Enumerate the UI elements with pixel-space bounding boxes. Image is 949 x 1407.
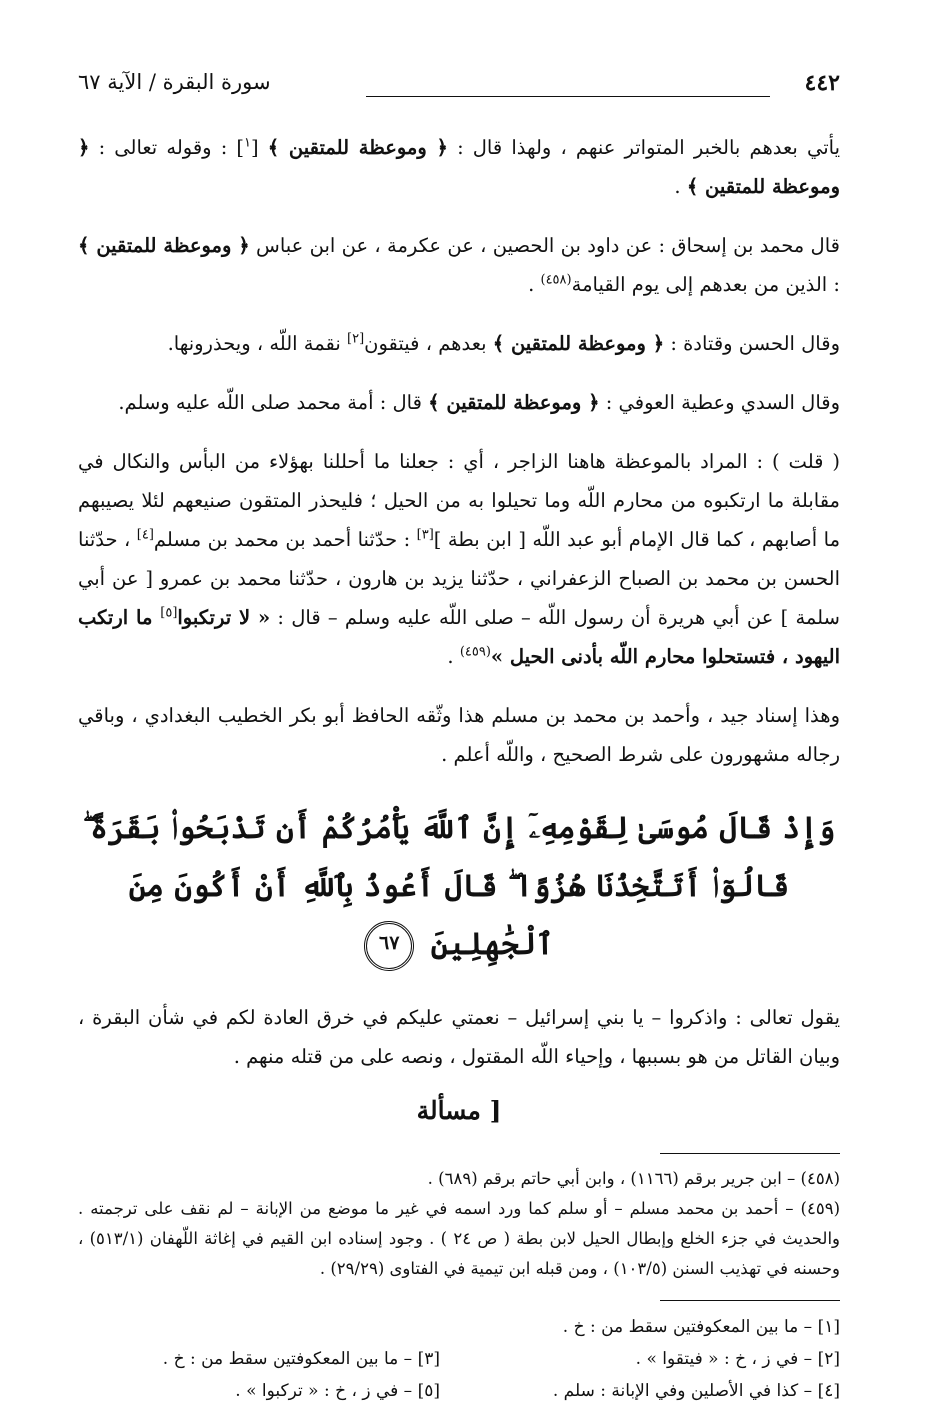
paragraph-1: [78, 128, 840, 206]
paragraph-3: [78, 324, 840, 363]
footnote-rule: [660, 1153, 840, 1154]
hadith-text: ما ارتكب اليهود ، فتستحلوا محارم اللّه بأدنى الحيل »: [78, 606, 840, 668]
footnote-459: (٤٥٩) – أحمد بن محمد مسلم – أو سلم كما ورد اسمه في غير ما موضع من الإبانة – لم نقف على ترجمته . والحديث في جزء الخلع وإبطال الحيل لابن بطة ( ص ٢٤ ) . وجود إسناده ابن القيم في إغاثة اللّهفان (٥١٣/١) ، وحسنه في تهذيب السنن (١٠٣/٥) ، ومن قبله ابن تيمية في الفتاوى (٢٩/٢٩) .: [78, 1199, 840, 1278]
paragraph-2: [78, 226, 840, 304]
paragraph-7: يقول تعالى : واذكروا – يا بني إسرائيل – نعمتي عليكم في خرق العادة لكم في شأن البقرة ، وبيان القاتل من هو بسببها ، وإحياء اللّه المقتول ، ونصه على من قتله منهم .: [78, 1006, 840, 1068]
variant-ref: ١: [244, 135, 251, 151]
text-run: قال محمد بن إسحاق : عن داود بن الحصين ، عن عكرمة ، عن ابن عباس: [249, 234, 840, 257]
verse-text: وَإِذْ قَالَ مُوسَىٰ لِقَوْمِهِۦٓ إِنَّ ٱللَّهَ يَأْمُرُكُمْ أَن تَذْبَحُوا۟ بَقَرَةً ۖ قَالُوٓا۟ أَتَتَّخِذُنَا هُزُوًا ۖ قَالَ أَعُوذُ بِٱللَّهِ أَنْ أَكُونَ مِنَ ٱلْجَٰهِلِينَ: [82, 811, 836, 962]
footnotes: [78, 1164, 840, 1284]
text-run: قال : أمة محمد صلى اللّه عليه وسلم.: [118, 391, 429, 414]
verse-number-mark: ٦٧: [364, 921, 414, 971]
header-rule: [366, 96, 770, 97]
section-heading: [ مسألة: [416, 1096, 502, 1125]
page-header: [78, 62, 840, 102]
page: [78, 62, 840, 1407]
variants-rule: [660, 1300, 840, 1301]
footnote-ref: (٤٥٩): [459, 644, 491, 660]
text-run: : حدّثنا أحمد بن محمد بن مسلم: [153, 528, 417, 551]
variant-empty: [90, 1311, 440, 1343]
text-run: وقال الحسن وقتادة :: [664, 332, 840, 355]
main-text: [78, 128, 840, 1125]
text-run: : الذين من بعدهم إلى يوم القيامة: [571, 273, 840, 296]
variant-5: [٥] – في ز ، خ : « تركبوا » .: [235, 1381, 440, 1401]
quran-verse: [78, 800, 840, 974]
text-run: يأتي بعدهم بالخبر المتواتر عنهم ، ولهذا قال :: [447, 136, 841, 159]
text-run: وقال السدي وعطية العوفي :: [599, 391, 840, 414]
quran-quote: ﴿ وموعظة للمتقين ﴾: [78, 136, 840, 198]
quran-quote: ﴿ وموعظة للمتقين ﴾: [267, 136, 448, 159]
variant-2: [٢] – في ز ، خ : « فيتقوا » .: [635, 1349, 840, 1369]
variant-1: [١] – ما بين المعكوفتين سقط من : خ .: [562, 1317, 840, 1337]
variant-ref: [٥]: [160, 605, 178, 621]
text-run: [: [251, 136, 268, 159]
text-run: ، حدّثنا الحسن بن محمد بن الصباح الزعفراني ، حدّثنا يزيد بن هارون ، حدّثنا محمد بن عمرو [ عن أبي سلمة ] عن أبي هريرة أن رسول اللّه – صلى اللّه عليه وسلم – قال :: [78, 528, 840, 629]
quran-quote: ﴿ وموعظة للمتقين ﴾: [492, 332, 665, 355]
text-run: .: [528, 273, 541, 296]
paragraph-4: [78, 383, 840, 422]
text-run: .: [447, 645, 460, 668]
text-run: ( قلت ) : المراد بالموعظة هاهنا الزاجر ، أي : جعلنا ما أحللنا بهؤلاء من البأس والنكال في مقابلة ما ارتكبوه من محارم اللّه وما تحيلوا به من الحيل ؛ فليحذر المتقون صنيعهم لئلا يصيبهم ما أصابهم ، كما قال الإمام أبو عبد اللّه [ ابن بطة ]: [78, 450, 841, 551]
text-run: بعدهم ، فيتقون: [364, 332, 493, 355]
variant-4: [٤] – كذا في الأصلين وفي الإبانة : سلم .: [552, 1381, 840, 1401]
paragraph-5: [78, 442, 840, 676]
footnote-ref: (٤٥٨): [540, 272, 572, 288]
footnote-458: (٤٥٨) – ابن جرير برقم (١١٦٦) ، وابن أبي حاتم برقم (٦٨٩) .: [427, 1169, 840, 1188]
hadith-text: « لا ترتكبوا: [177, 606, 271, 629]
surah-title: سورة البقرة / الآية ٦٧: [78, 70, 271, 94]
page-number: ٤٤٢: [804, 70, 840, 96]
paragraph-6: وهذا إسناد جيد ، وأحمد بن محمد بن مسلم هذا وثّقه الحافظ أبو بكر الخطيب البغدادي ، وباقي رجاله مشهورون على شرط الصحيح ، واللّه أعلم .: [78, 704, 840, 766]
quran-quote: ﴿ وموعظة للمتقين ﴾: [428, 391, 600, 414]
variant-ref: [٣]: [416, 527, 434, 543]
variant-3: [٣] – ما بين المعكوفتين سقط من : خ .: [162, 1349, 440, 1369]
text-run: .: [674, 175, 687, 198]
text-run: ] : وقوله تعالى :: [89, 136, 245, 159]
variant-ref: [٢]: [347, 331, 365, 347]
text-run: نقمة اللّه ، ويحذرونها.: [167, 332, 348, 355]
variant-ref: [٤]: [136, 527, 154, 543]
textual-variants: [78, 1311, 840, 1407]
quran-quote: ﴿ وموعظة للمتقين ﴾: [78, 234, 250, 257]
